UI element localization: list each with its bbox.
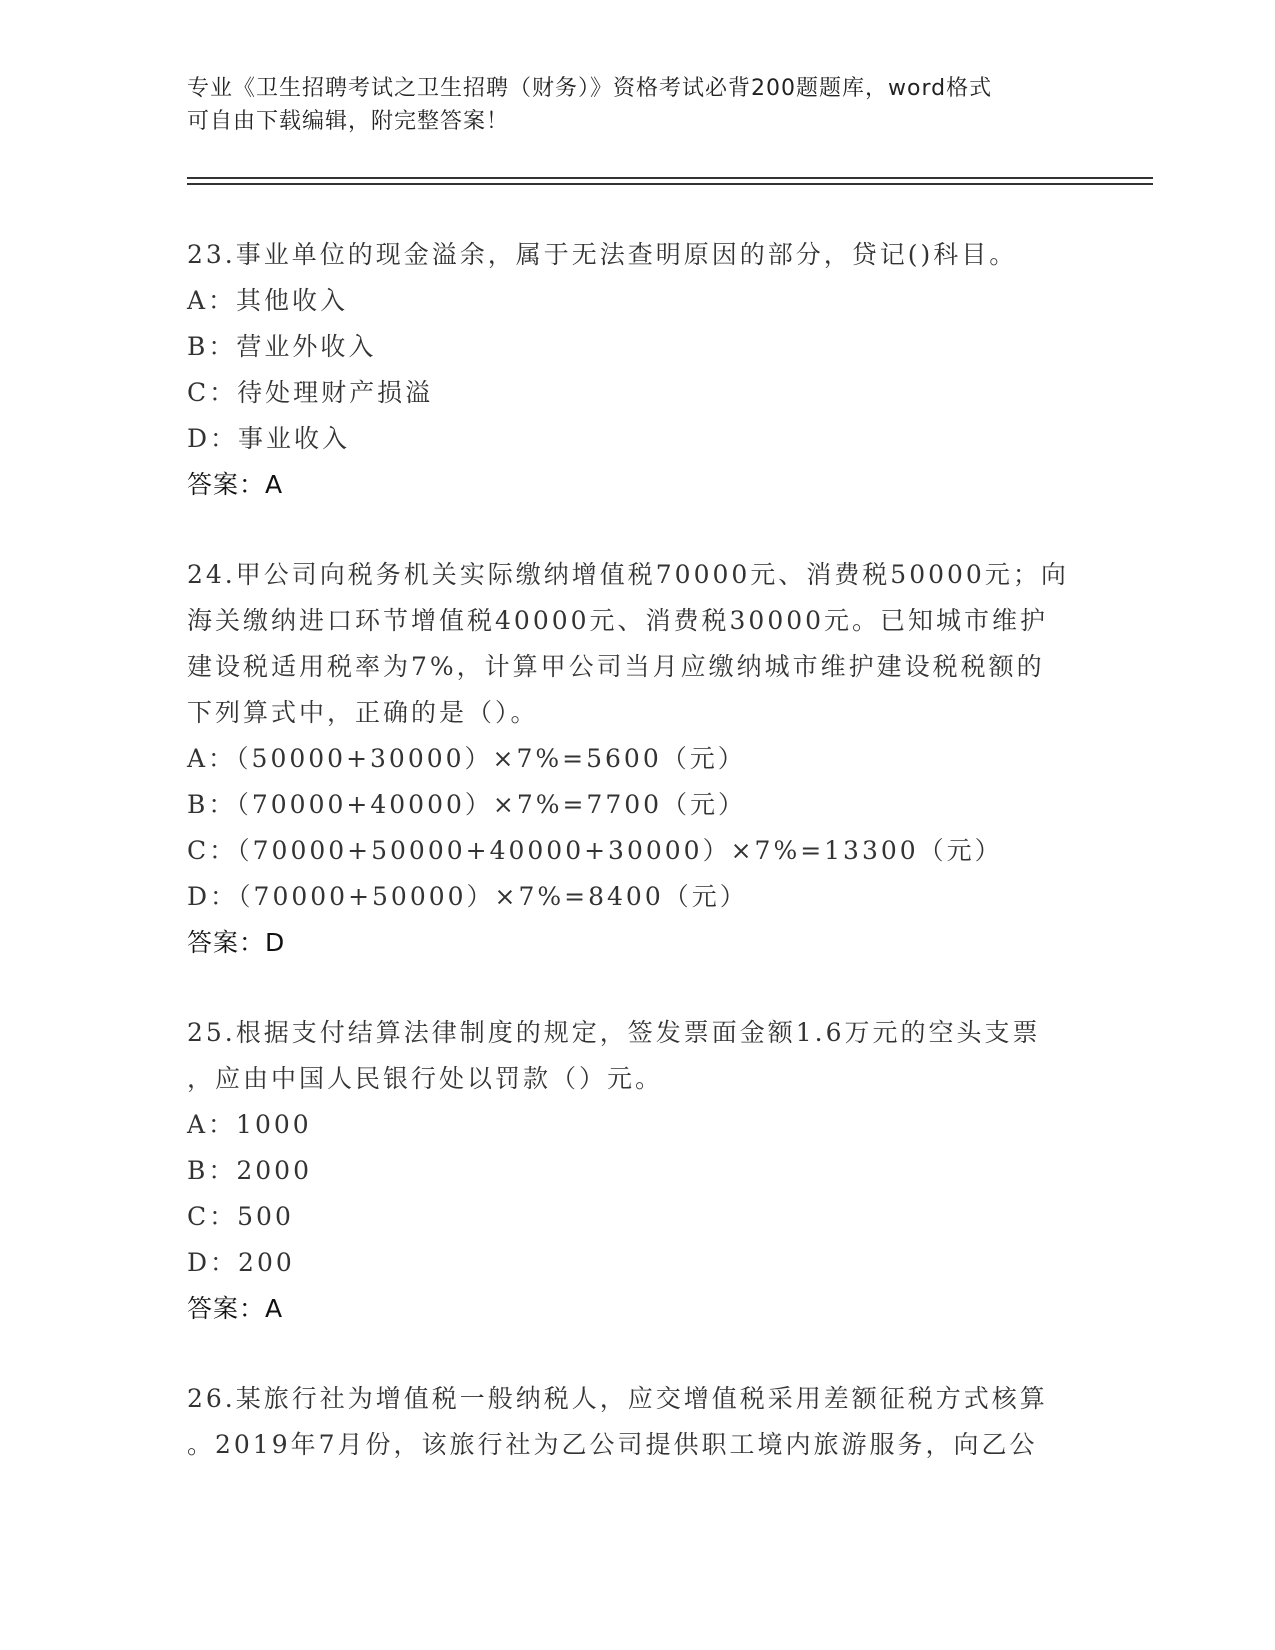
question-25 [187, 1010, 1077, 1332]
answer-label: 答案：A [187, 470, 284, 499]
question-text-line: 26.某旅行社为增值税一般纳税人，应交增值税采用差额征税方式核算 [187, 1384, 1048, 1413]
answer-label: 答案：D [187, 928, 286, 957]
question-text-line: 24.甲公司向税务机关实际缴纳增值税70000元、消费税50000元；向 [187, 560, 1069, 589]
option-a: A：1000 [187, 1110, 312, 1139]
option-c: C：待处理财产损溢 [187, 378, 434, 407]
question-text-line: 。2019年7月份，该旅行社为乙公司提供职工境内旅游服务，向乙公 [187, 1430, 1038, 1459]
question-text-line: 23.事业单位的现金溢余，属于无法查明原因的部分，贷记()科目。 [187, 240, 1018, 269]
question-26 [187, 1376, 1077, 1468]
option-c: C：500 [187, 1202, 294, 1231]
question-text-line: ，应由中国人民银行处以罚款（）元。 [187, 1064, 664, 1093]
question-text-line: 25.根据支付结算法律制度的规定，签发票面金额1.6万元的空头支票 [187, 1018, 1041, 1047]
document-header [187, 72, 1067, 138]
question-text-line: 建设税适用税率为7%，计算甲公司当月应缴纳城市维护建设税税额的 [187, 652, 1045, 681]
option-b: B：（70000+40000）×7%=7700（元） [187, 790, 747, 819]
option-a: A：其他收入 [187, 286, 349, 315]
question-text-line: 下列算式中，正确的是（）。 [187, 698, 539, 727]
option-b: B：营业外收入 [187, 332, 377, 361]
header-divider-bottom [187, 183, 1153, 185]
option-d: D：事业收入 [187, 424, 351, 453]
option-c: C：（70000+50000+40000+30000）×7%=13300（元） [187, 836, 1003, 865]
question-text-line: 海关缴纳进口环节增值税40000元、消费税30000元。已知城市维护 [187, 606, 1049, 635]
question-24 [187, 552, 1077, 966]
option-d: D：（70000+50000）×7%=8400（元） [187, 882, 748, 911]
header-line-1: 专业《卫生招聘考试之卫生招聘（财务）》资格考试必背200题题库，word格式 [187, 76, 993, 101]
option-b: B：2000 [187, 1156, 312, 1185]
option-d: D：200 [187, 1248, 295, 1277]
option-a: A：（50000+30000）×7%=5600（元） [187, 744, 746, 773]
question-23 [187, 232, 1077, 508]
answer-label: 答案：A [187, 1294, 284, 1323]
question-list [187, 232, 1077, 1512]
header-line-2: 可自由下载编辑，附完整答案！ [187, 109, 510, 134]
header-divider-top [187, 177, 1153, 179]
